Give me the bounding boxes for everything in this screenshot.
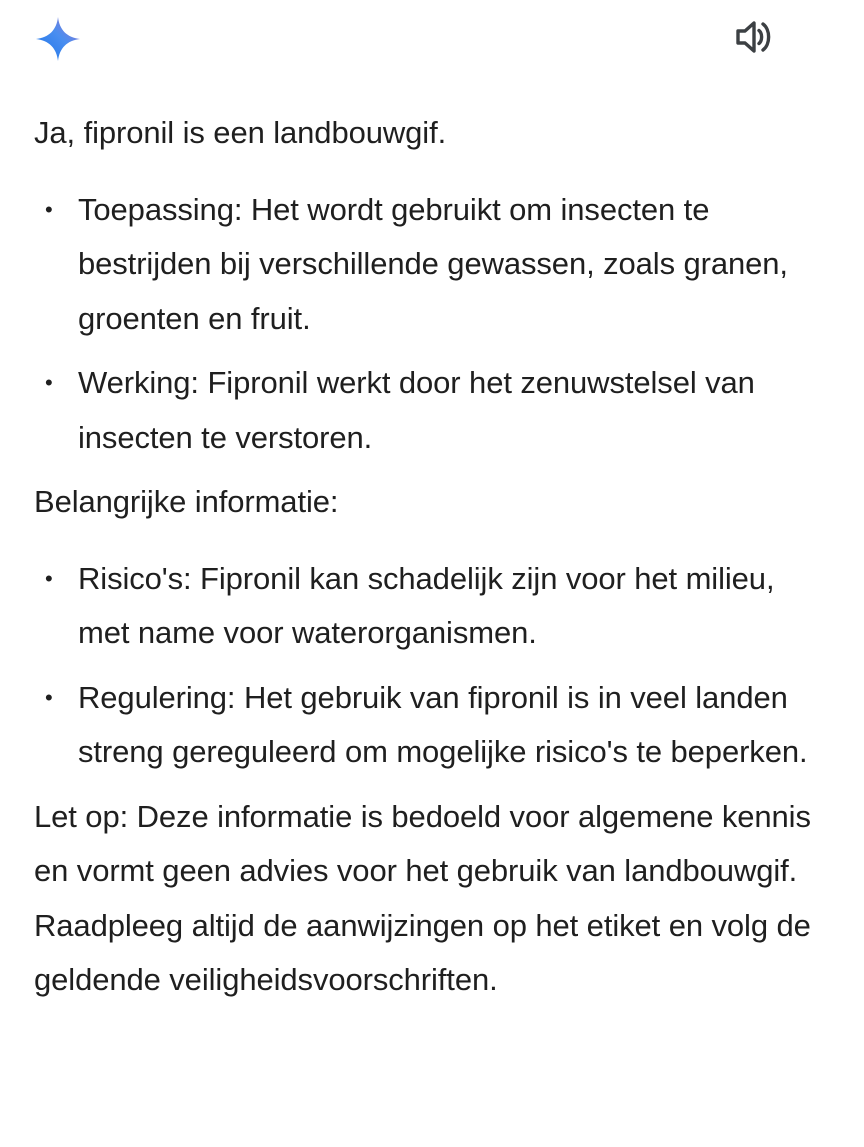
usage-list (34, 183, 834, 466)
list-item (34, 183, 834, 347)
list-item-text: Regulering: Het gebruik van fipronil is in veel landen streng gereguleerd om mogelijke risico's te beperken. (78, 679, 808, 769)
list-item (34, 671, 834, 780)
bullet-icon: • (45, 370, 53, 395)
list-item (34, 356, 834, 465)
list-item-text: Risico's: Fipronil kan schadelijk zijn voor het milieu, met name voor waterorganismen. (78, 560, 775, 650)
intro-text: Ja, fipronil is een landbouwgif. (34, 115, 447, 150)
disclaimer-text: Let op: Deze informatie is bedoeld voor algemene kennis en vormt geen advies voor het gebruik van landbouwgif. Raadpleeg altijd de aanwijzingen op het etiket en volg de geldende veiligheidsvoorschriften. (34, 798, 811, 997)
sparkle-icon (34, 15, 82, 63)
speaker-icon[interactable] (730, 14, 776, 60)
list-item-text: Werking: Fipronil werkt door het zenuwstelsel van insecten te verstoren. (78, 365, 755, 455)
section-title: Belangrijke informatie: (34, 484, 339, 519)
bullet-icon: • (45, 196, 53, 222)
response-header (0, 0, 864, 90)
bullet-icon: • (45, 684, 53, 710)
list-item (34, 552, 834, 661)
bullet-icon: • (45, 565, 53, 591)
info-list (34, 552, 834, 780)
list-item-text: Toepassing: Het wordt gebruikt om insecten te bestrijden bij verschillende gewassen, zoals granen, groenten en fruit. (78, 191, 788, 336)
response-content (34, 106, 834, 1008)
